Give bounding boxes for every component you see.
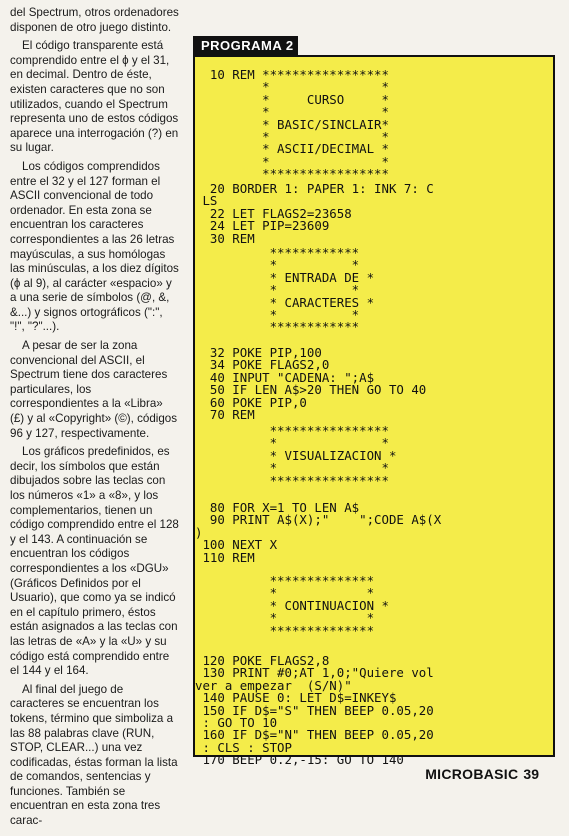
magazine-name: MICROBASIC [425, 766, 519, 782]
article-paragraph: Los códigos comprendidos entre el 32 y el 127 forman el ASCII convencional de todo ordenador. En esta zona se encuentran los caracteres correspondientes a las 26 letras mayúsculas, a sus homólogas las minúsculas, a los diez dígitos (ϕ al 9), al carácter «espacio» y a una serie de símbolos (@, &, &...) y signos ortográficos (":", "!", "?"...). [10, 159, 179, 334]
listing-visualizacion-banner: **************** * * * VISUALIZACION * * * **************** [269, 423, 397, 488]
article-paragraph: Al final del juego de caracteres se encuentran los tokens, término que simboliza a las 88 palabras clave (RUN, STOP, CLEAR...) una vez codificadas, éstas forman la lista de comandos, sentencias y funciones. También se encuentran en esta zona tres carac- [10, 682, 178, 828]
page-footer [425, 766, 539, 782]
listing-restart-block: 120 POKE FLAGS2,8 130 PRINT #0;AT 1,0;"Quiere vol ver a empezar (S/N)" 140 PAUSE 0: LET D$=INKEY$ 150 IF D$="S" THEN BEEP 0.05,20 : GO TO 10 160 IF D$="N" THEN BEEP 0.05,20 : CLS : STOP 170 BEEP 0.2,-15: GO TO 140 [195, 653, 434, 768]
listing-print-block: 80 FOR X=1 TO LEN A$ 90 PRINT A$(X);" ";CODE A$(X ) 100 NEXT X 110 REM [195, 500, 442, 565]
listing-setup-block: 20 BORDER 1: PAPER 1: INK 7: C LS 22 LET FLAGS2=23658 24 LET PIP=23609 30 REM [202, 181, 434, 246]
article-paragraph: del Spectrum, otros ordenadores disponen de otro juego distinto. [10, 6, 179, 34]
article-text-column [10, 6, 180, 833]
listing-entrada-banner: ************ * * * ENTRADA DE * * * * CARACTERES * * * ************ [269, 245, 375, 335]
page-number: 39 [523, 766, 539, 782]
listing-continuacion-banner: ************** * * * CONTINUACION * * * ************** [269, 573, 389, 638]
listing-input-block: 32 POKE PIP,100 34 POKE FLAGS2,0 40 INPUT "CADENA: ";A$ 50 IF LEN A$>20 THEN GO TO 40 60 POKE PIP,0 70 REM [209, 345, 427, 423]
article-paragraph: El código transparente está comprendido entre el ϕ y el 31, en decimal. Dentro de éste, existen caracteres que no son utilizados, cuando el Spectrum representa uno de estos códigos aparece una interrogación (?) en su lugar. [10, 39, 179, 155]
article-paragraph: A pesar de ser la zona convencional del ASCII, el Spectrum tiene dos caracteres particulares, los correspondientes a la «Libra» (£) y al «Copyright» (©), códigos 96 y 127, respectivamente. [10, 339, 178, 440]
program-listing-box [193, 55, 555, 768]
listing-header-block: 10 REM ***************** * * * CURSO * * * * BASIC/SINCLAIR* * * * ASCII/DECIMAL * * * ***************** [209, 67, 389, 182]
program-title-tab: PROGRAMA 2 [193, 36, 298, 56]
article-paragraph: Los gráficos predefinidos, es decir, los símbolos que están dibujados sobre las teclas con los números «1» a «8», y los complementarios, tienen un código comprendido entre el 128 y el 143. A continuación se encuentran los códigos correspondientes a los «DGU» (Gráficos Definidos por el Usuario), que como ya se indicó en el capítulo primero, éstos están asignados a las teclas con las letras de «A» y la «U» y su código está comprendido entre el 144 y el 164. [10, 445, 179, 678]
